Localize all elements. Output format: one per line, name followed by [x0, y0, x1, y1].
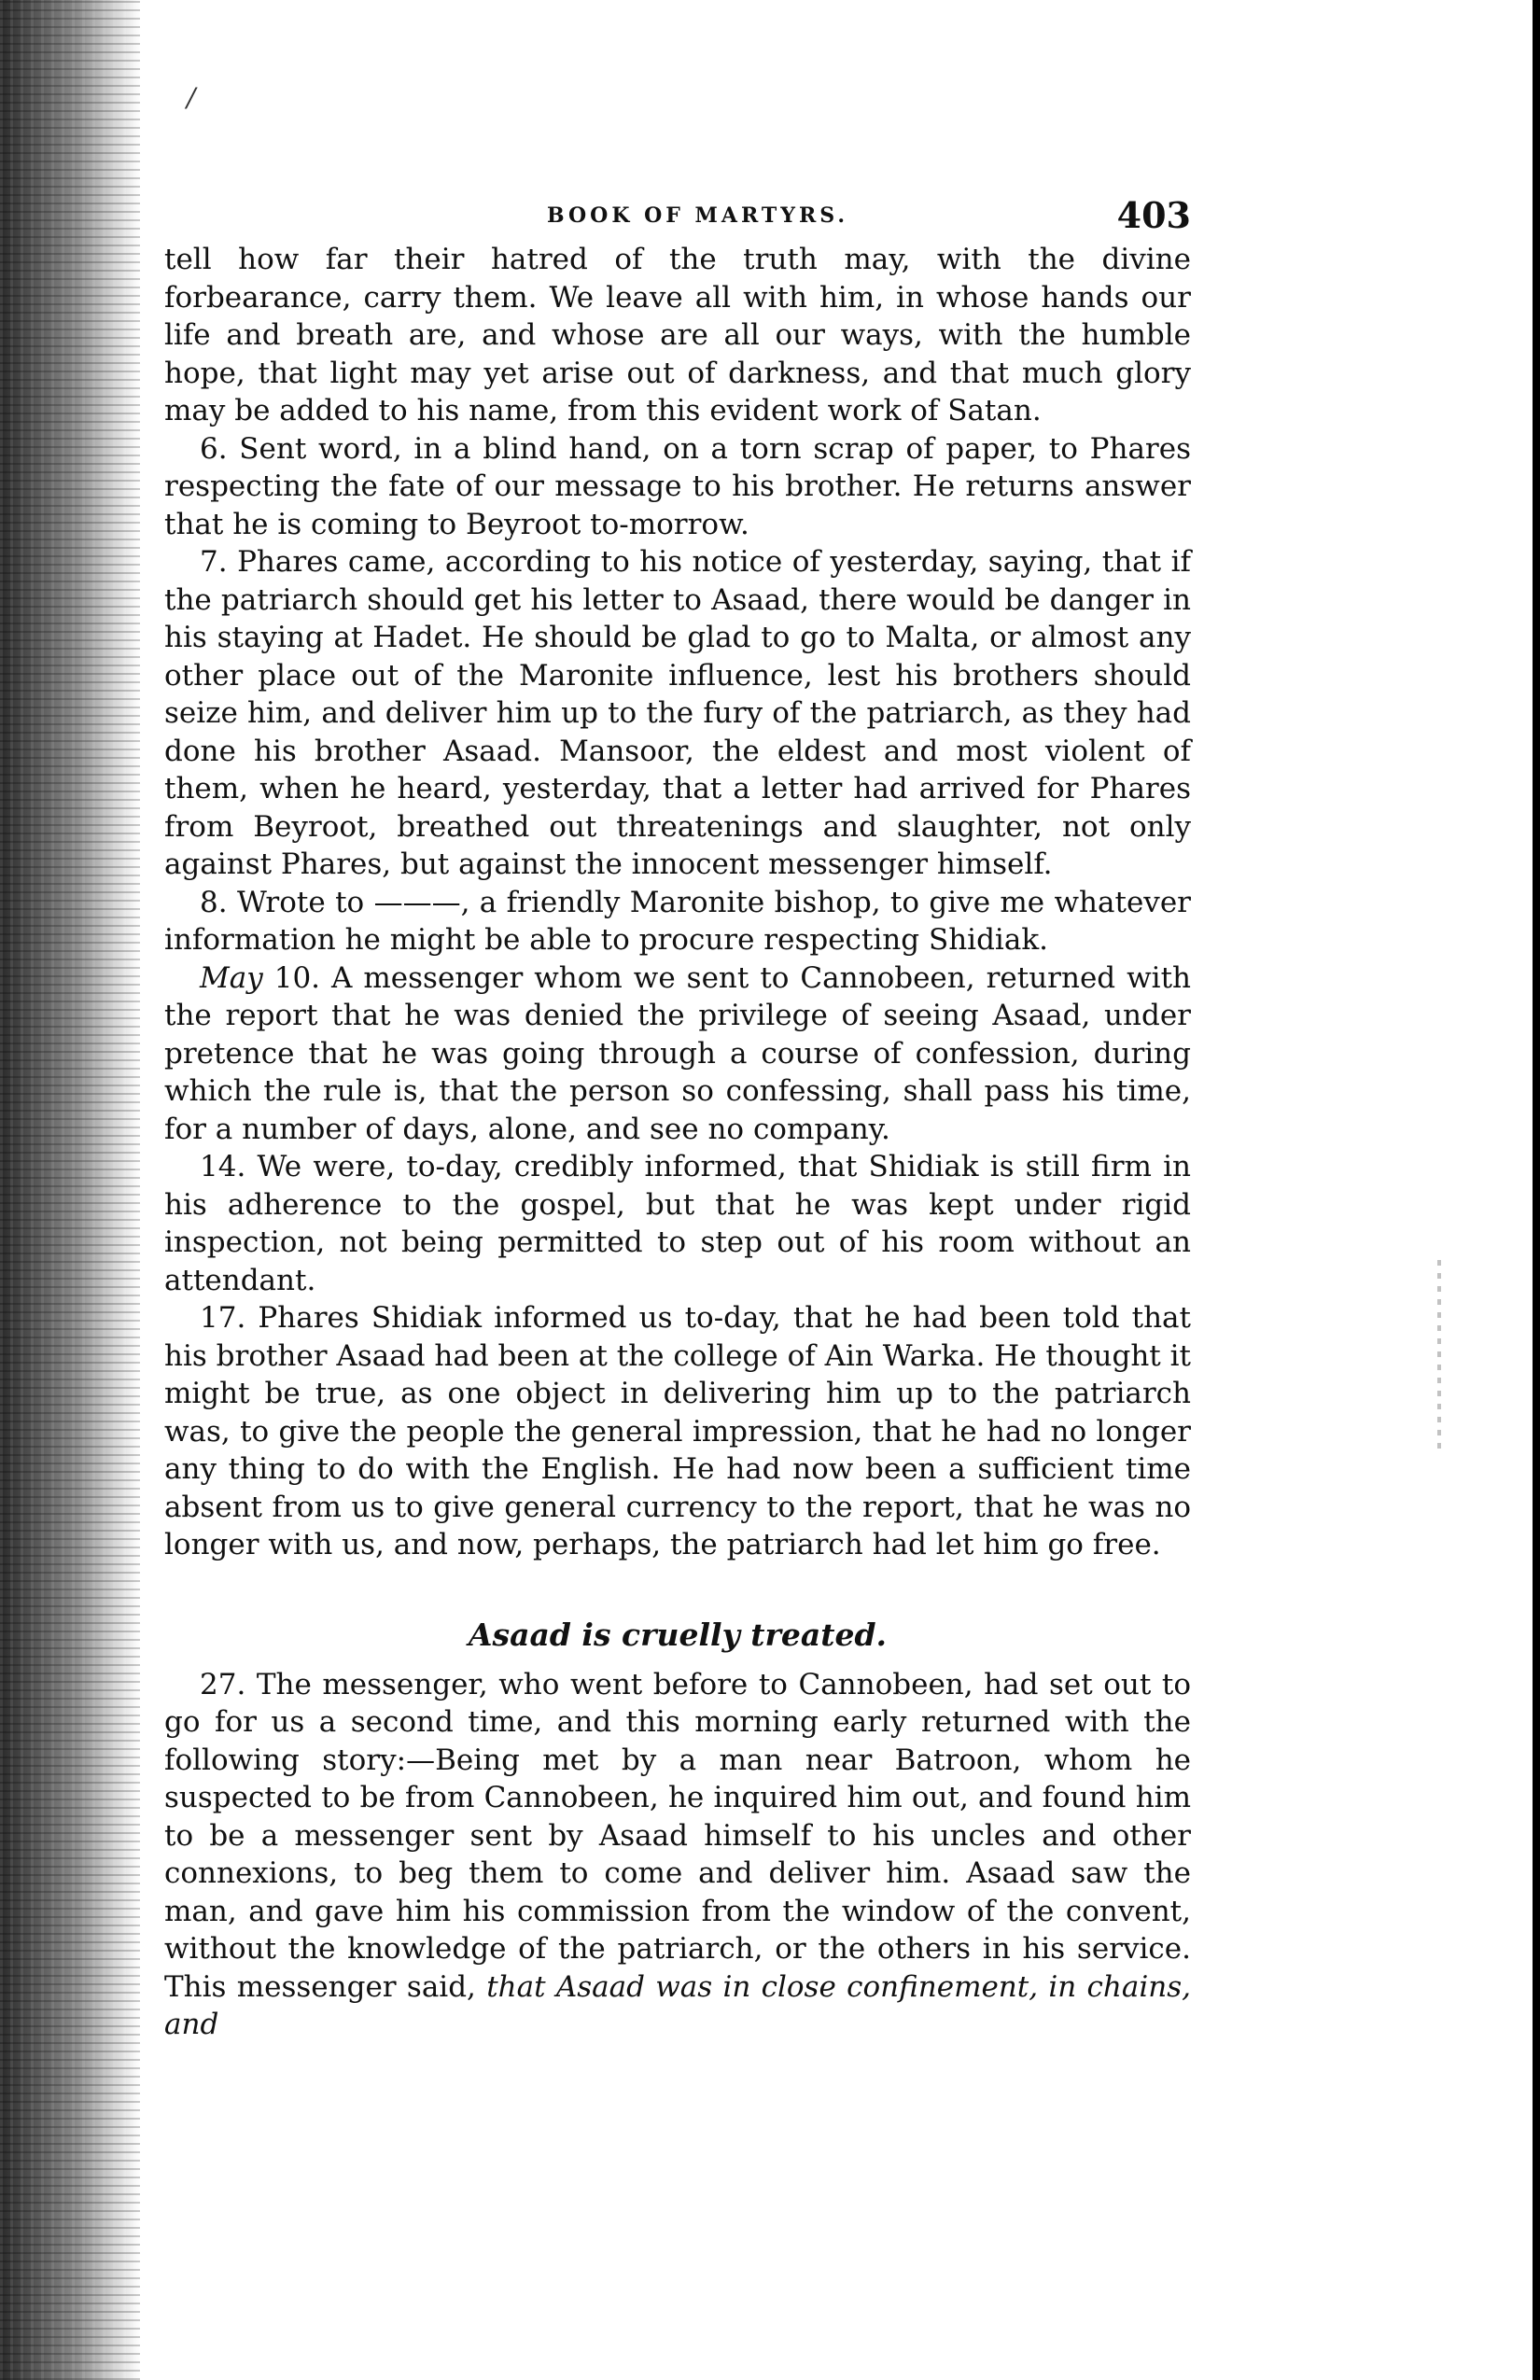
body-text	[164, 241, 1191, 2044]
paragraph-entry-may-10-text: 10. A messenger whom we sent to Cannobeen, returned with the report that he was denied the privilege of seeing Asaad, under pretence that he was going through a course of confession, during which the rule is, that the person so confessing, shall pass his time, for a number of days, alone, and see no company.	[164, 960, 1191, 1146]
paragraph-entry-27-italic: that Asaad was in close confinement, in chains, and	[164, 1969, 1191, 2041]
page-number: 403	[1116, 194, 1191, 236]
paragraph-entry-may-10	[164, 959, 1191, 1149]
scanned-page-edge-texture	[0, 0, 140, 2380]
pencil-mark: /	[187, 82, 196, 113]
paragraph-entry-6: 6. Sent word, in a blind hand, on a torn scrap of paper, to Phares respecting the fate of our message to his brother. He returns answer that he is coming to Beyroot to-morrow.	[164, 431, 1191, 541]
date-label-may: May	[200, 960, 263, 995]
faint-margin-mark	[1437, 1260, 1441, 1456]
paragraph-entry-17: 17. Phares Shidiak informed us to-day, that he had been told that his brother Asaad had been at the college of Ain Warka. He thought it might be true, as one object in delivering him up to the patriarch was, to give the people the general impression, that he had no longer any thing to do with the English. He had now been a sufficient time absent from us to give general currency to the report, that he was no longer with us, and now, perhaps, the patriarch had let him go free.	[164, 1301, 1191, 1561]
paragraph-entry-27-text: 27. The messenger, who went before to Cannobeen, had set out to go for us a second time, and this morning early returned with the following story:—Being met by a man near Batroon, whom he suspected to be from Cannobeen, he inquired him out, and found him to be a messenger sent by Asaad himself to his uncles and other connexions, to beg them to come and deliver him. Asaad saw the man, and gave him his commission from the window of the convent, without the knowledge of the patriarch, or the others in his service. This messenger said,	[164, 1667, 1191, 2004]
section-heading: Asaad is cruelly treated.	[468, 1616, 888, 1653]
scan-right-border	[1533, 0, 1540, 2380]
running-head: BOOK OF MARTYRS.	[547, 203, 848, 228]
page-header	[164, 187, 1191, 243]
paragraph-entry-7: 7. Phares came, according to his notice of yesterday, saying, that if the patriarch should get his letter to Asaad, there would be danger in his staying at Hadet. He should be glad to go to Malta, or almost any other place out of the Maronite influence, lest his brothers should seize him, and deliver him up to the fury of the patriarch, as they had done his brother Asaad. Mansoor, the eldest and most violent of them, when he heard, yesterday, that a letter had arrived for Phares from Beyroot, breathed out threatenings and slaughter, not only against Phares, but against the innocent messenger himself.	[164, 545, 1191, 881]
paragraph-continued: tell how far their hatred of the truth may, with the divine forbearance, carry them. We leave all with him, in whose hands our life and breath are, and whose are all our ways, with the humble hope, that light may yet arise out of darkness, and that much glory may be added to his name, from this evident work of Satan.	[164, 243, 1191, 427]
paragraph-entry-8: 8. Wrote to ———, a friendly Maronite bishop, to give me whatever information he might be able to procure respecting Shidiak.	[164, 885, 1191, 957]
paragraph-entry-14: 14. We were, to-day, credibly informed, that Shidiak is still firm in his adherence to the gospel, but that he was kept under rigid inspection, not being permitted to step out of his room without an attendant.	[164, 1150, 1191, 1297]
paragraph-entry-27	[164, 1666, 1191, 2044]
